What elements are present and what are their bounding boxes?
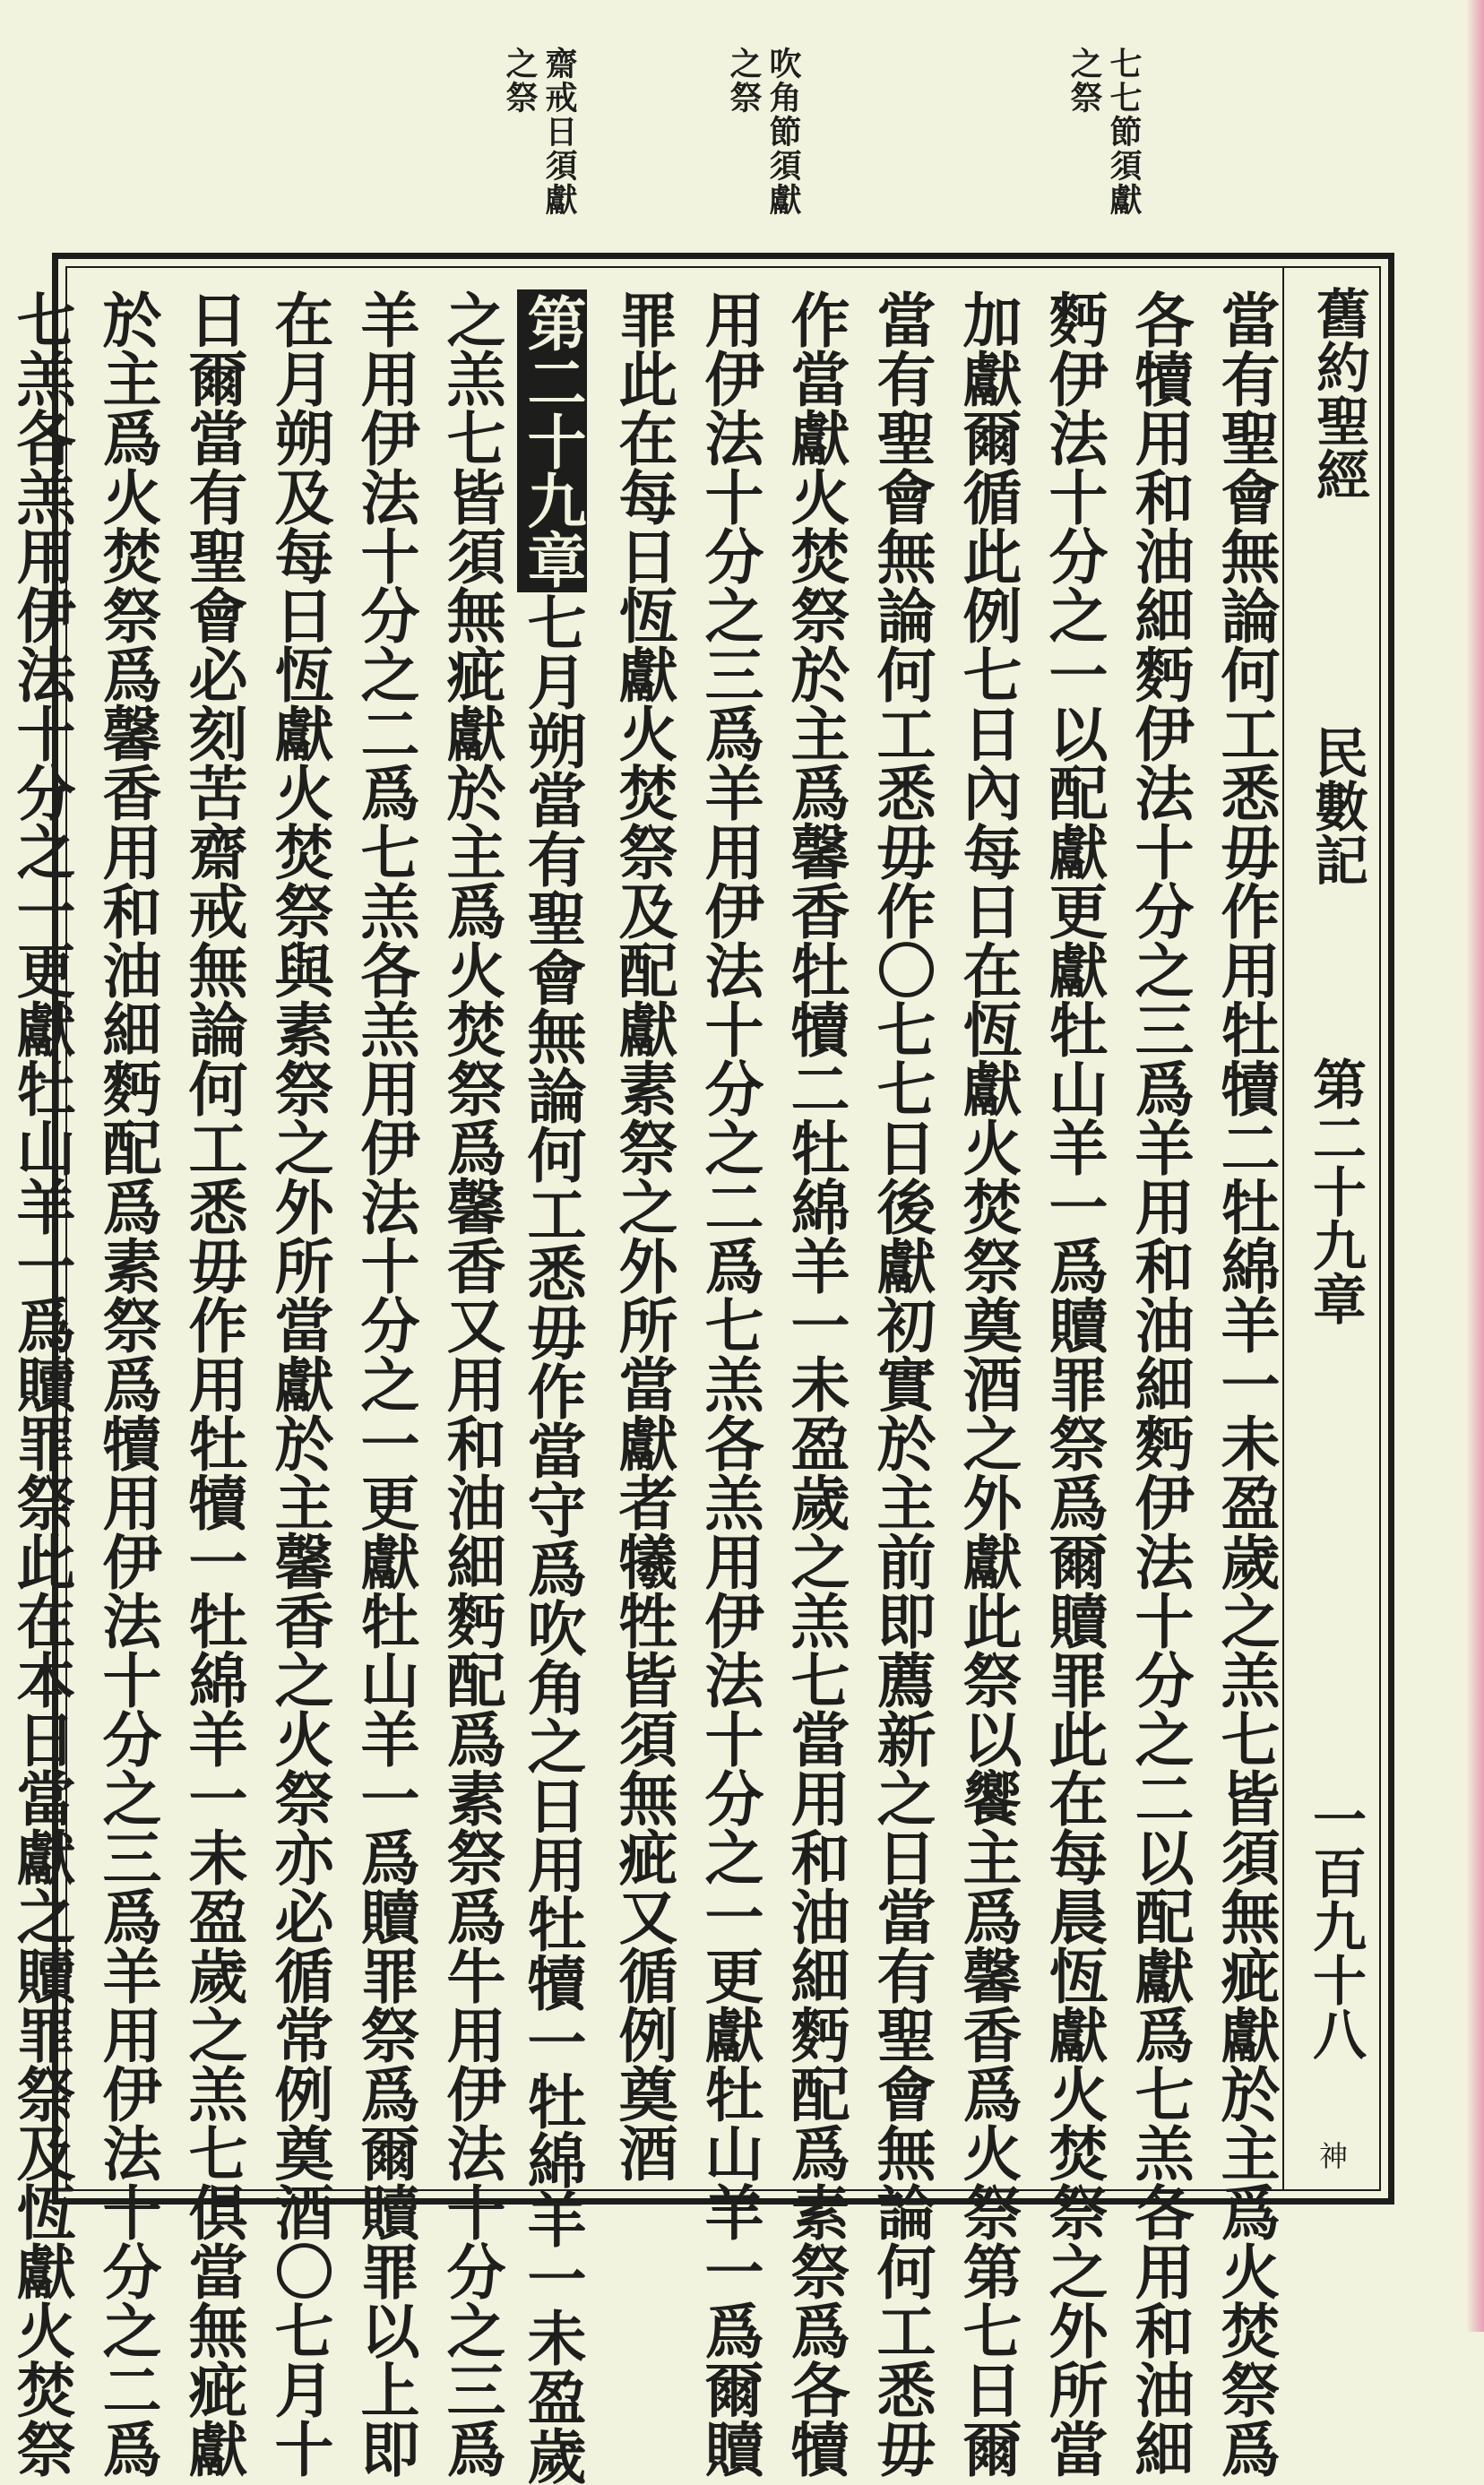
text-line: 羊用伊法十分之二爲七羔各羔用伊法十分之一更獻牡山羊一爲贖罪祭爲爾贖罪以上即 (350, 289, 420, 2478)
text-line: 當有聖會無論何工悉毋作用牡犢二牡綿羊一未盈歲之羔七皆須無疵獻於主爲火焚祭爲 (1211, 289, 1281, 2478)
text-line: 作當獻火焚祭於主爲馨香牡犢二牡綿羊一未盈歲之羔七當用和油細麪配爲素祭爲各犢 (781, 289, 850, 2478)
margin-note-trumpets (547, 47, 801, 217)
text-line: 日爾當有聖會必刻苦齋戒無論何工悉毋作用牡犢一牡綿羊一未盈歲之羔七俱當無疵獻 (178, 289, 248, 2478)
body-text (6, 289, 1281, 2485)
page-number: 一百九十八 (1304, 1791, 1367, 2060)
text-line: 罪此在每日恆獻火焚祭及配獻素祭之外所當獻者犧牲皆須無疵又循例奠酒 (608, 289, 678, 2182)
text-line-chapter-start (505, 289, 587, 2485)
imprint-mark: 神 (1315, 2141, 1349, 2170)
margin-note-line: 之祭 (501, 47, 539, 115)
chapter-heading: 第二十九章 (1304, 1057, 1367, 1325)
chapter-marker: 第二十九章 (517, 289, 587, 592)
margin-note-pentecost (887, 47, 1142, 217)
book-title: 舊約聖經 (1307, 286, 1370, 501)
margin-note-line: 之祭 (725, 47, 763, 115)
running-header (1282, 268, 1379, 2189)
margin-note-line: 齋戒日須獻 (540, 47, 578, 217)
text-line: 在月朔及每日恆獻火焚祭與素祭之外所當獻於主馨香之火祭亦必循常例奠酒〇七月十 (264, 289, 334, 2478)
page-frame-inner (6, 266, 1381, 2485)
margin-notes (251, 47, 1143, 235)
margin-note-line: 之祭 (1066, 47, 1103, 115)
margin-note-line: 七七節須獻 (1105, 47, 1143, 217)
text-line: 麪伊法十分之一以配獻更獻牡山羊一爲贖罪祭爲爾贖罪此在每晨恆獻火焚祭之外所當 (1039, 289, 1109, 2478)
text-line: 用伊法十分之三爲羊用伊法十分之二爲七羔各羔用伊法十分之一更獻牡山羊一爲爾贖 (695, 289, 764, 2478)
page-edge (1466, 0, 1484, 2332)
page-frame (6, 253, 1394, 2485)
text-line-rest: 七月朔當有聖會無論何工悉毋作當守爲吹角之日用牡犢一牡綿羊一未盈歲 (517, 592, 587, 2485)
text-line: 加獻爾循此例七日內每日在恆獻火焚祭奠酒之外獻此祭以饗主爲馨香爲火祭第七日爾 (953, 289, 1022, 2478)
text-line: 各犢用和油細麪伊法十分之三爲羊用和油細麪伊法十分之二以配獻爲七羔各用和油細 (1125, 289, 1195, 2478)
text-line: 之羔七皆須無疵獻於主爲火焚祭爲馨香又用和油細麪配爲素祭爲牛用伊法十分之三爲 (436, 289, 506, 2478)
text-line: 七羔各羔用伊法十分之一更獻牡山羊一爲贖罪祭此在本日當獻之贖罪祭及恆獻火焚祭 (6, 289, 76, 2478)
margin-note-line: 吹角節須獻 (764, 47, 802, 217)
section-title: 民數記 (1306, 725, 1368, 886)
text-line: 當有聖會無論何工悉毋作〇七七日後獻初實於主前即薦新之日當有聖會無論何工悉毋 (867, 289, 936, 2478)
text-line: 於主爲火焚祭爲馨香用和油細麪配爲素祭爲犢用伊法十分之三爲羊用伊法十分之二爲 (92, 289, 162, 2478)
margin-note-atonement (323, 47, 577, 217)
